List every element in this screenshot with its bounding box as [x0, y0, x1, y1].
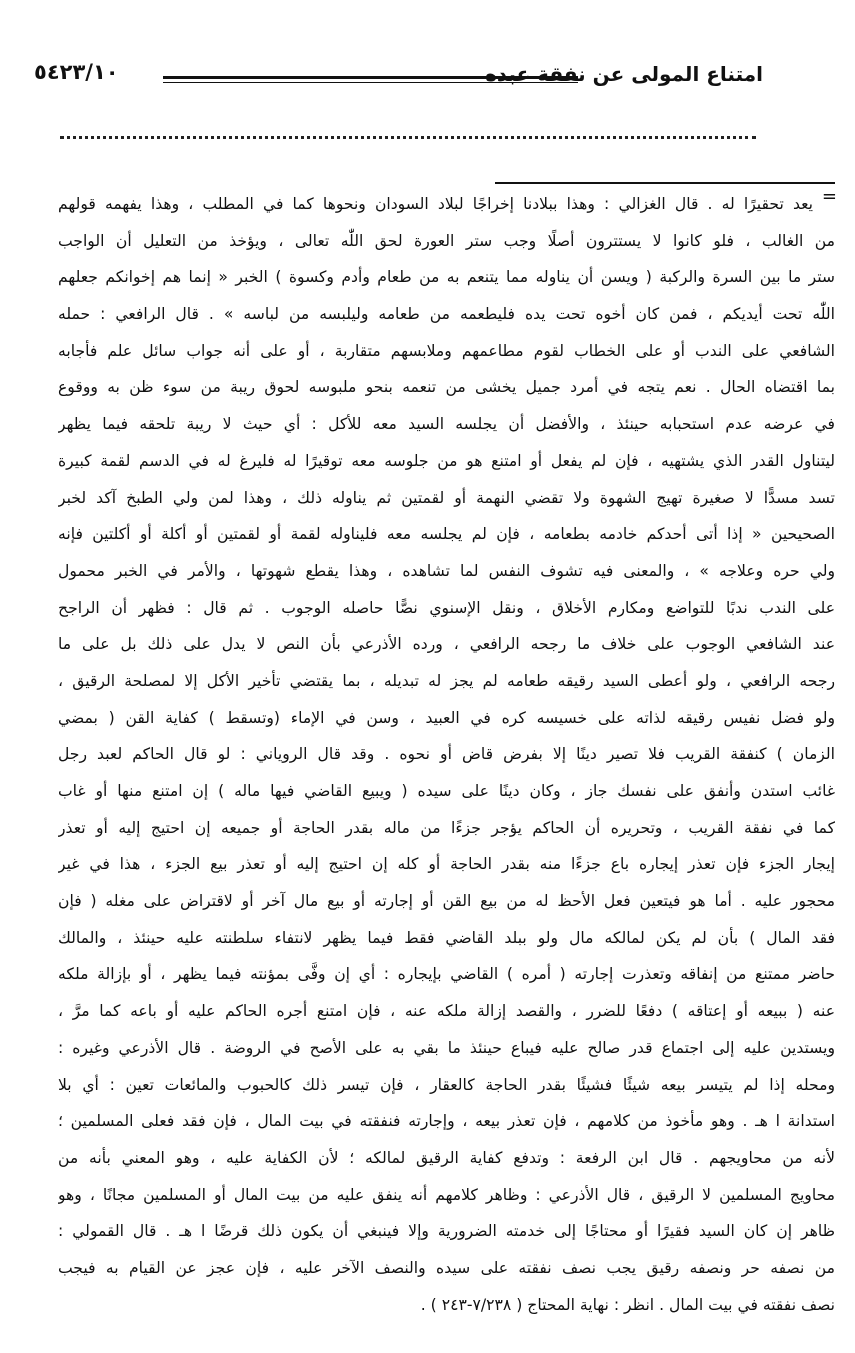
text-line: غائب استدن وأنفق على نفسك جاز ، وكان دينًا على سيده ( ويبيع القاضي فيها ماله ) إن امتنع منها أو غاب [58, 782, 835, 800]
running-title: امتناع المولى عن نفقة عبده [485, 62, 763, 86]
header-rule [163, 76, 578, 83]
text-line: تسد مسدًّا لا صغيرة تهيج الشهوة ولا تقضي النهمة أو لقمتين ثم يناوله ذلك ، وهذا لمن ولي الطبخ آكد لخبر [58, 488, 835, 507]
text-line: ظاهر إن كان السيد فقيرًا أو محتاجًا إلى خدمته الضرورية وإلا فينبغي أن يكون ذلك قرضًا ا هـ . قال القمولي : [58, 1222, 835, 1241]
text-line: ستر ما بين السرة والركبة ( ويسن أن يناوله مما يتنعم به من طعام وأدم وكسوة ) الخبر « إنما هم إخوانكم جعلهم [58, 268, 835, 287]
text-line: ولي حره وعلاجه » ، والمعنى فيه تشوف النفس لما تشاهده ، وهذا يقطع شهوتها ، والأمر في الخبر محمول [58, 561, 835, 580]
text-line: لأنه من محاويجهم . قال ابن الرفعة : وتدفع كفاية الرقيق لمالكه ؛ لأن الكفاية عليه ، وهو المعني بأنه من [58, 1148, 835, 1167]
text-line: ولو فضل نفيس رقيقه لذاته على خسيسه كره في العبيد ، وسن في الإماء (وتسقط ) كفاية القن ( بمضي [58, 708, 835, 727]
page-reference: ٥٤٢٣/١٠ [34, 60, 119, 84]
text-line: ومحله إذا لم يتيسر بيعه شيئًا فشيئًا بقدر الحاجة كالعقار ، فإن تيسر ذلك كالحبوب والمائعات تعين : أي بلا [58, 1075, 835, 1094]
text-line: من الغالب ، فلو كانوا لا يستترون أصلًا وجب ستر العورة لحق اللّٰه تعالى ، ويؤخذ من التعليل أن الواجب [58, 231, 835, 250]
continuation-marker: = [821, 186, 837, 207]
text-line: رجحه الرافعي ، ولو أعطى السيد رقيقه طعامه لم يجز له تبديله ، بما يقتضي تأخير الأكل إلا لمصلحة الرقيق ، [58, 671, 835, 690]
text-line: اللّٰه تحت أيديكم ، فمن كان أخوه تحت يده فليطعمه من طعامه وليلبسه من لباسه » . قال الرافعي : حمله [58, 305, 835, 324]
text-line: عنه ( ببيعه أو إعتاقه ) دفعًا للضرر ، والقصد إزالة ملكه عنه ، فإن امتنع أجره الحاكم عليه أو باعه كما مرَّ ، [58, 1002, 835, 1021]
text-line: بما اقتضاه الحال . نعم يتجه في أمرد جميل يخشى من تنعمه بنحو ملبوسه لحوق ريبة من سوء ظن به ووقوع [58, 378, 835, 397]
text-line: الزمان ) كنفقة القريب فلا تصير دينًا إلا بفرض قاض أو نحوه . وقد قال الروياني : لو قال الحاكم لعبد رجل [58, 745, 835, 764]
text-line: فقد المال ) بأن لم يكن لمالكه مال ولو ببلد القاضي فقط فيما يظهر لانتفاء سلطنته عليه حينئذ ، والمالك [58, 928, 835, 947]
footnote-text [58, 186, 835, 1323]
text-line: عند الشافعي الوجوب على خلاف ما رجحه الرافعي ، ورده الأذرعي بأن النص لا يدل على ذلك بل على ما [58, 635, 835, 654]
text-line: استدانة ا هـ . وهو مأخوذ من كلامهم ، فإن تعذر بيعه ، وإجارته فنفقته في بيت المال ، فإن فقد فعلى المسلمين ؛ [58, 1112, 835, 1131]
text-line: ليتناول القدر الذي يشتهيه ، فإن لم يفعل أو امتنع هو من جلوسه معه توقيرًا له فليرغ له في الدسم لقمة كبيرة [58, 451, 835, 470]
footnote-rule [495, 182, 835, 184]
text-line: ويستدين عليه إلى اجتماع قدر صالح عليه فيباع حينئذ ما بقي به على الأصح في الروضة . قال الأذرعي وغيره : [58, 1038, 835, 1057]
text-line: في عرضه عدم استحبابه حينئذ ، والأفضل أن يجلسه السيد معه للأكل : أي حيث لا ريبة تلحقه فيما يظهر [58, 415, 835, 434]
text-line: على الندب ندبًا للتواضع ومكارم الأخلاق ، ونقل الإسنوي نصًّا حاصله الوجوب . ثم قال : فظهر أن الراجح [58, 598, 835, 617]
text-line: حاضر ممتنع من إنفاقه وتعذرت إجارته ( أمره ) القاضي بإيجاره : أي إن وفَّى بمؤنته فيما يظهر ، أو بإزالة ملكه [58, 965, 835, 984]
text-line: محاويج المسلمين لا الرقيق ، قال الأذرعي : وظاهر كلامهم أنه ينفق عليه من بيت المال أو المسلمين مجانًا ، وهو [58, 1185, 835, 1204]
text-line: كما في نفقة القريب ، وتحريره أن الحاكم يؤجر جزءًا من ماله بقدر الحاجة أو جميعه إن احتيج إليه أو تعذر [58, 818, 835, 837]
text-line: يعد تحقيرًا له . قال الغزالي : وهذا ببلادنا إخراجًا لبلاد السودان ونحوها كما في المطلب ، وهذا يفهمه قولهم [58, 195, 813, 213]
text-line: من نصفه حر ونصفه رقيق يجب نصف نفقته على سيده والنصف الآخر عليه ، فإن عجز عن القيام به فيجب [58, 1258, 835, 1277]
text-line: إيجار الجزء فإن تعذر إيجاره باع جزءًا منه بقدر الحاجة أو كله إن احتيج إليه أو تعذر بيع الجزء ، هذا في غير [58, 855, 835, 874]
text-line: نصف نفقته في بيت المال . انظر : نهاية المحتاج ( ٧/٢٣٨-٢٤٣ ) . [420, 1295, 835, 1314]
text-line: الشافعي على الندب أو على الخطاب لقوم مطاعمهم وملابسهم متقاربة ، أو على أنه جواب سائل علم فأجابه [58, 341, 835, 360]
text-line: الصحيحين « إذا أتى أحدكم خادمه بطعامه ، فإن لم يجلسه معه فليناوله لقمة أو لقمتين أو أكلة أو أكلتين فإنه [58, 525, 835, 544]
text-line: محجور عليه . أما هو فيتعين فعل الأحظ له من بيع القن أو إجارته أو بيع مال آخر أو لاقتراض على مغله ( فإن [58, 892, 835, 911]
dotted-separator [60, 136, 756, 139]
